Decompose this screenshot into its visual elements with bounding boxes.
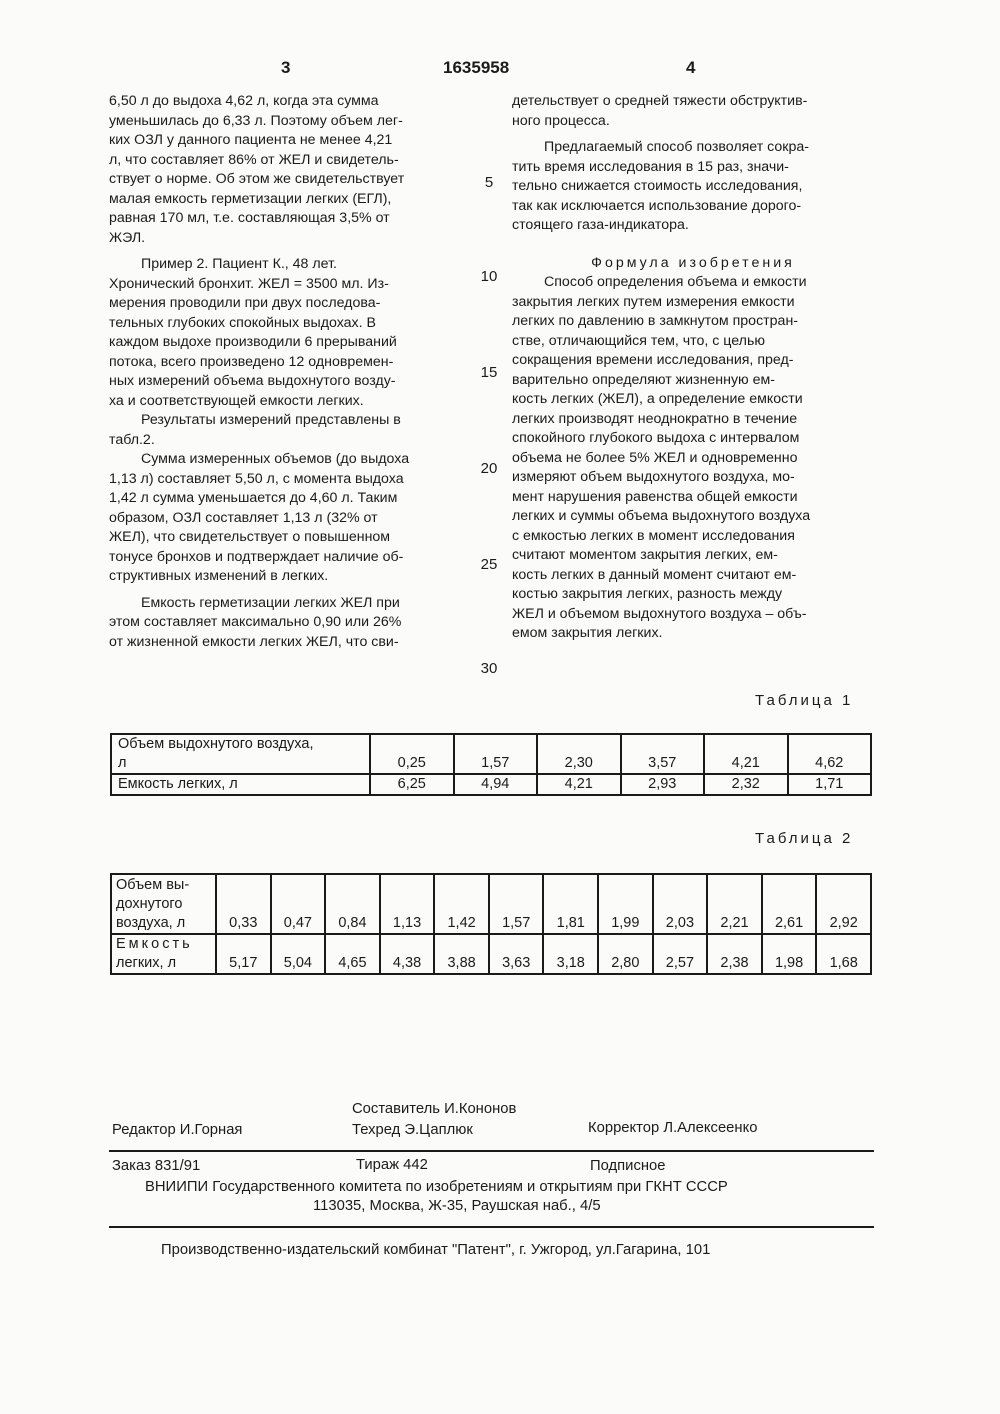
imprint-techred: Техред Э.Цаплюк [352, 1122, 473, 1138]
table2-volume-label [111, 874, 216, 934]
label-line: легких, л [116, 955, 177, 971]
table2-capacity-cell: 2,80 [598, 934, 653, 974]
paragraph-sum [109, 450, 471, 587]
imprint-composer: Составитель И.Кононов [352, 1101, 517, 1117]
imprint-address: 113035, Москва, Ж-35, Раушская наб., 4/5 [313, 1198, 601, 1214]
text-line: кость легких в данный момент считают ем- [512, 566, 797, 583]
table2-volume-cell: 2,92 [816, 874, 871, 934]
text-line: Хронический бронхит. ЖЕЛ = 3500 мл. Из- [109, 275, 389, 292]
text-line: 1,42 л сумма уменьшается до 4,60 л. Таким [109, 490, 398, 506]
table2-volume-cell: 1,57 [489, 874, 544, 934]
text-line: мент нарушения равенства общей емкости [512, 488, 798, 505]
text-line: ких ОЗЛ у данного пациента не менее 4,21 [109, 132, 393, 148]
table1-capacity-label: Емкость легких, л [111, 774, 370, 795]
imprint-editor: Редактор И.Горная [112, 1122, 243, 1138]
table1-volume-cell: 0,25 [370, 734, 454, 774]
paragraph-continuation [512, 92, 874, 131]
claim-text [512, 273, 874, 644]
text-line: Сумма измеренных объемов (до выдоха [141, 451, 410, 467]
text-line: малая емкость герметизации легких (ЕГЛ), [109, 190, 392, 207]
label-line: л [118, 755, 127, 771]
text-line: варительно определяют жизненную ем- [512, 371, 776, 388]
text-line: ЖЕЛ), что свидетельствует о повышенном [109, 529, 391, 545]
text-line: образом, ОЗЛ составляет 1,13 л (32% от [109, 509, 378, 526]
label-line: Объем выдохнутого воздуха, [118, 736, 314, 752]
page-number-left: 3 [281, 58, 291, 77]
table2-capacity-cell: 5,04 [271, 934, 326, 974]
table2-capacity-label [111, 934, 216, 974]
text-line: равная 170 мл, т.е. составляющая 3,5% от [109, 210, 390, 226]
line-number: 5 [484, 174, 494, 191]
text-line: каждом выдохе производили 6 прерываний [109, 334, 397, 350]
imprint-divider [109, 1226, 874, 1228]
text-line: костью закрытия легких, разность между [512, 586, 783, 602]
text-line: измеряют объем выдохнутого воздуха, мо- [512, 469, 795, 485]
text-line: стве, отличающийся тем, что, с целью [512, 332, 765, 349]
table2-volume-cell: 2,61 [762, 874, 817, 934]
paragraph-capacity [109, 594, 471, 653]
table2-volume-cell: 1,13 [380, 874, 435, 934]
text-line: структивных изменений в легких. [109, 568, 329, 584]
imprint-order: Заказ 831/91 [112, 1158, 201, 1174]
table-row [111, 874, 871, 934]
text-line: легких производят неоднократно в течение [512, 410, 798, 427]
text-line: Результаты измерений представлены в [141, 412, 401, 428]
text-line: ЖЭЛ. [109, 229, 146, 246]
left-column [109, 92, 471, 652]
imprint-printer: Производственно-издательский комбинат "Патент", г. Ужгород, ул.Гагарина, 101 [161, 1242, 711, 1258]
text-line: кость легких (ЖЕЛ), а определение емкости [512, 391, 803, 407]
table1-volume-cell: 4,62 [788, 734, 872, 774]
table2-volume-cell: 1,81 [543, 874, 598, 934]
text-line: Пример 2. Пациент К., 48 лет. [141, 256, 337, 272]
table1-capacity-cell: 4,21 [537, 774, 621, 795]
imprint-institution: ВНИИПИ Государственного комитета по изобретениям и открытиям при ГКНТ СССР [145, 1179, 728, 1195]
text-line: тельно снижается стоимость исследования, [512, 178, 803, 194]
table2-capacity-cell: 4,38 [380, 934, 435, 974]
table1-volume-cell: 4,21 [704, 734, 788, 774]
table-row [111, 934, 871, 974]
text-line: тонусе бронхов и подтверждает наличие об- [109, 548, 404, 565]
text-line: потока, всего произведено 12 одновремен- [109, 353, 394, 370]
text-line: тельных глубоких спокойных выдохах. В [109, 314, 376, 331]
imprint-divider [109, 1150, 874, 1152]
table-row [111, 734, 871, 774]
text-line: ных измерений объема выдохнутого возду- [109, 373, 396, 389]
table1-volume-cell: 2,30 [537, 734, 621, 774]
text-line: мерения проводили при двух последова- [109, 295, 381, 311]
paragraph-advantages [512, 138, 874, 236]
table2-capacity-cell: 2,57 [653, 934, 708, 974]
text-line: так как исключается использование дорого- [512, 197, 802, 214]
paragraph-example1-end [109, 92, 471, 248]
table2 [110, 873, 872, 975]
table1-capacity-cell: 1,71 [788, 774, 872, 795]
text-line: ха и соответствующей емкости легких. [109, 392, 364, 409]
table2-volume-cell: 2,21 [707, 874, 762, 934]
table2-capacity-cell: 5,17 [216, 934, 271, 974]
text-line: от жизненной емкости легких ЖЕЛ, что сви- [109, 633, 399, 650]
paragraph-results [109, 411, 471, 450]
line-number: 25 [480, 556, 498, 573]
text-line: стоящего газа-индикатора. [512, 217, 689, 233]
line-number: 20 [480, 460, 498, 477]
table1-volume-cell: 1,57 [454, 734, 538, 774]
paragraph-example2 [109, 255, 471, 411]
table1-capacity-cell: 2,93 [621, 774, 705, 795]
table1 [110, 733, 872, 796]
text-line: спокойного глубокого выдоха с интервалом [512, 430, 800, 446]
text-line: табл.2. [109, 431, 155, 448]
text-line: ного процесса. [512, 112, 610, 129]
text-line: 1,13 л) составляет 5,50 л, с момента выдоха [109, 470, 404, 487]
text-line: Предлагаемый способ позволяет сокра- [544, 139, 810, 155]
table1-volume-cell: 3,57 [621, 734, 705, 774]
text-line: с емкостью легких в момент исследования [512, 527, 795, 544]
table2-volume-cell: 0,84 [325, 874, 380, 934]
line-number: 10 [480, 268, 498, 285]
table2-capacity-cell: 3,88 [434, 934, 489, 974]
text-line: этом составляет максимально 0,90 или 26% [109, 614, 402, 630]
table2-volume-cell: 2,03 [653, 874, 708, 934]
table2-capacity-cell: 1,68 [816, 934, 871, 974]
label-line: дохнутого [116, 895, 183, 912]
patent-number: 1635958 [443, 58, 510, 77]
text-line: 6,50 л до выдоха 4,62 л, когда эта сумма [109, 93, 379, 109]
table2-capacity-cell: 1,98 [762, 934, 817, 974]
text-line: тить время исследования в 15 раз, значи- [512, 158, 789, 175]
table2-capacity-cell: 3,63 [489, 934, 544, 974]
text-line: легких и суммы объема выдохнутого воздуха [512, 508, 811, 524]
right-column [512, 92, 874, 644]
text-line: считают моментом закрытия легких, ем- [512, 547, 778, 563]
table1-capacity-cell: 6,25 [370, 774, 454, 795]
text-line: детельствует о средней тяжести обструктив- [512, 93, 808, 109]
table2-volume-cell: 0,47 [271, 874, 326, 934]
formula-title: Формула изобретения [591, 254, 795, 271]
imprint-subscription: Подписное [590, 1158, 666, 1174]
table2-volume-cell: 0,33 [216, 874, 271, 934]
text-line: легких по давлению в замкнутом простран- [512, 313, 799, 329]
text-line: ЖЕЛ и объемом выдохнутого воздуха – объ- [512, 605, 807, 622]
table1-volume-label [111, 734, 370, 774]
table2-volume-cell: 1,99 [598, 874, 653, 934]
label-line: Объем вы- [116, 876, 190, 893]
table2-capacity-cell: 3,18 [543, 934, 598, 974]
table1-capacity-cell: 2,32 [704, 774, 788, 795]
text-line: сокращения времени исследования, пред- [512, 352, 794, 368]
imprint-corrector: Корректор Л.Алексеенко [588, 1120, 758, 1136]
text-line: объема не более 5% ЖЕЛ и одновременно [512, 449, 798, 466]
text-line: Способ определения объема и емкости [544, 274, 807, 290]
line-number: 30 [480, 660, 498, 677]
text-line: уменьшилась до 6,33 л. Поэтому объем лег- [109, 112, 403, 129]
text-line: емом закрытия легких. [512, 625, 663, 641]
text-line: закрытия легких путем измерения емкости [512, 293, 795, 310]
text-line: л, что составляет 86% от ЖЕЛ и свидетель- [109, 151, 399, 168]
label-line: воздуха, л [116, 914, 186, 931]
table2-caption: Таблица 2 [755, 830, 854, 847]
table2-volume-cell: 1,42 [434, 874, 489, 934]
table1-capacity-cell: 4,94 [454, 774, 538, 795]
page-number-right: 4 [686, 58, 696, 77]
table2-capacity-cell: 2,38 [707, 934, 762, 974]
label-line: Емкость [116, 936, 193, 952]
text-line: Емкость герметизации легких ЖЕЛ при [141, 594, 400, 611]
table-row [111, 774, 871, 795]
text-line: ствует о норме. Об этом же свидетельствует [109, 171, 405, 187]
imprint-circulation: Тираж 442 [356, 1157, 428, 1173]
table2-capacity-cell: 4,65 [325, 934, 380, 974]
table1-caption: Таблица 1 [755, 692, 854, 709]
line-number: 15 [480, 364, 498, 381]
